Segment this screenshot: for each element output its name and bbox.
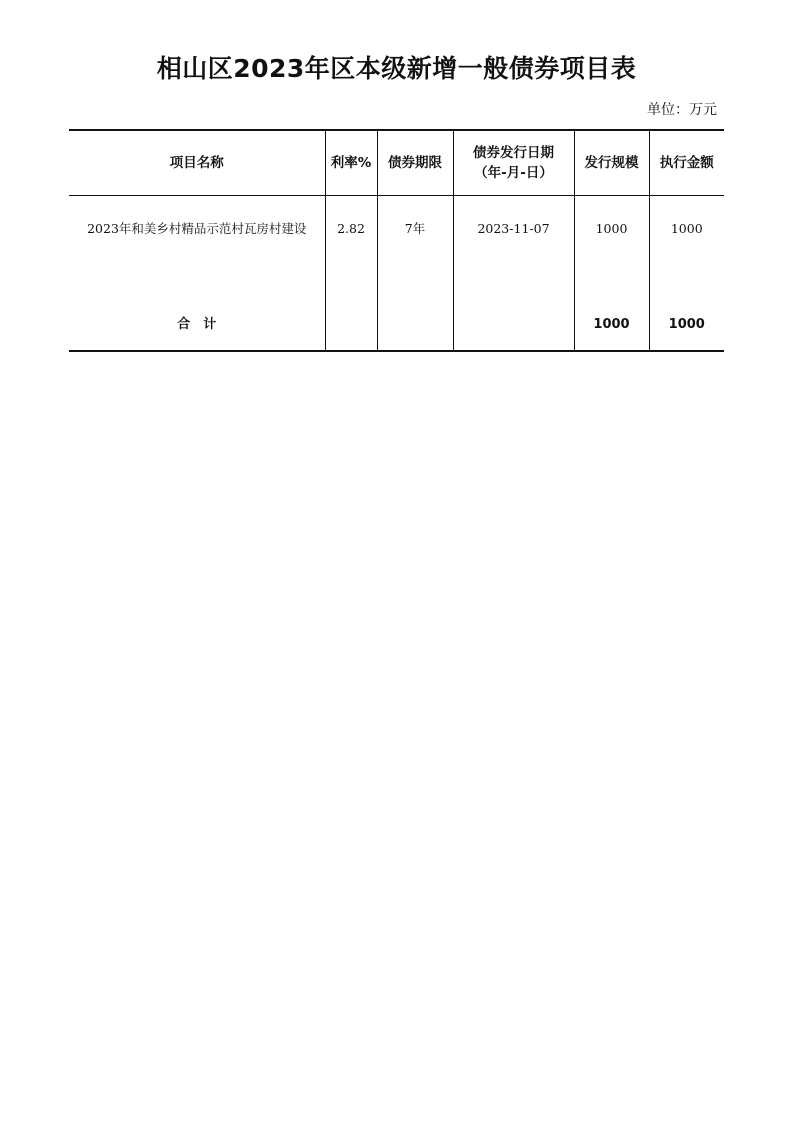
header-executed-amount: 执行金额: [649, 130, 724, 196]
table-row: [69, 196, 724, 291]
header-term: 债券期限: [377, 130, 453, 196]
total-empty-date: [453, 290, 574, 351]
cell-project-name: 2023年和美乡村精品示范村瓦房村建设: [87, 221, 307, 236]
header-interest-rate: 利率%: [325, 130, 377, 196]
table-total-row: [69, 290, 724, 351]
cell-term: 7年: [377, 196, 453, 291]
cell-interest-rate: 2.82: [325, 196, 377, 291]
bond-project-table: [69, 129, 724, 352]
document-title: 相山区2023年区本级新增一般债券项目表: [156, 54, 637, 83]
total-label: 合 计: [69, 290, 325, 351]
header-issue-date: [453, 130, 574, 196]
header-project-name: 项目名称: [69, 130, 325, 196]
unit-label: 单位：万元: [647, 102, 717, 118]
total-executed-amount: 1000: [649, 290, 724, 351]
table-header-row: [69, 130, 724, 196]
total-issue-scale: 1000: [574, 290, 649, 351]
header-issue-scale: 发行规模: [574, 130, 649, 196]
header-issue-date-line2: （年-月-日）: [474, 165, 553, 181]
total-empty-rate: [325, 290, 377, 351]
cell-issue-date: 2023-11-07: [453, 196, 574, 291]
cell-issue-scale: 1000: [574, 196, 649, 291]
total-empty-term: [377, 290, 453, 351]
cell-executed-amount: 1000: [649, 196, 724, 291]
header-issue-date-line1: 债券发行日期: [473, 145, 554, 161]
